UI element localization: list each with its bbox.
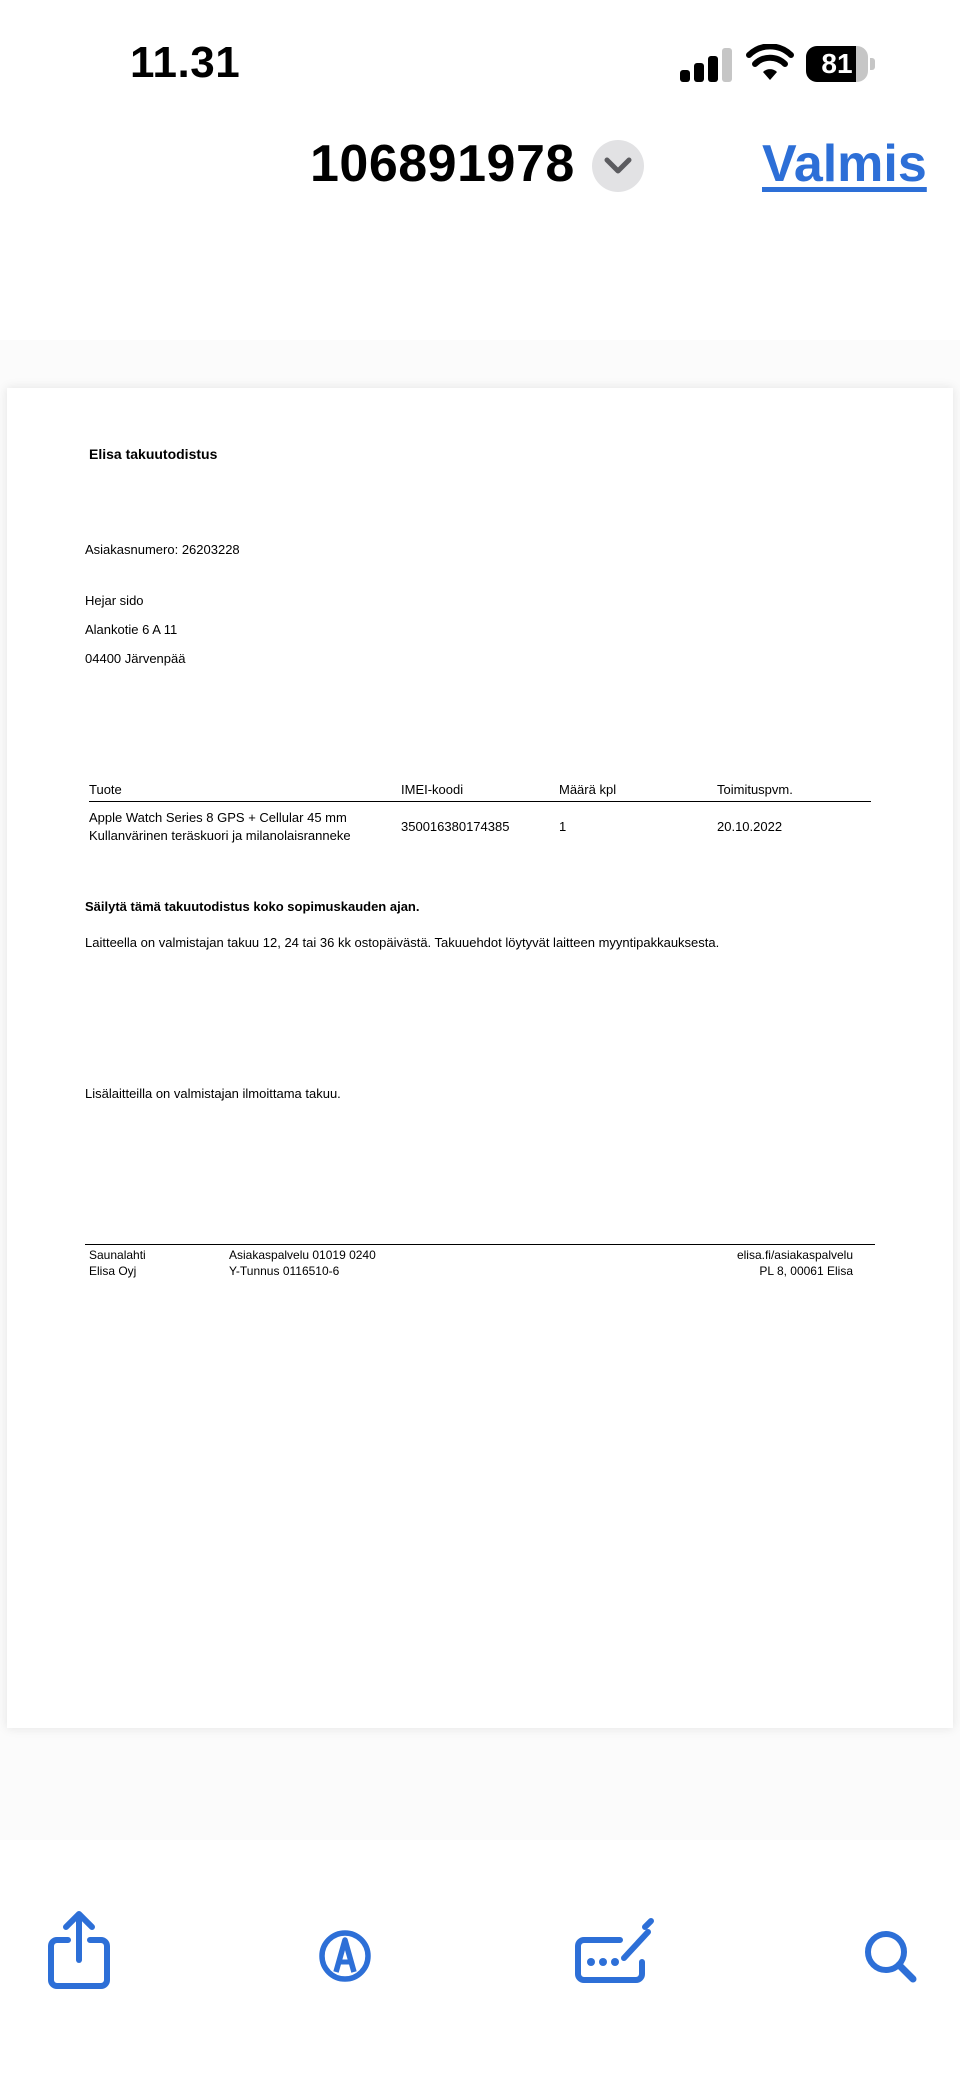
wifi-icon xyxy=(746,44,794,82)
doc-heading: Elisa takuutodistus xyxy=(89,446,218,462)
chevron-down-icon xyxy=(604,154,632,178)
product-name: Apple Watch Series 8 GPS + Cellular 45 mm xyxy=(89,810,347,825)
signature-icon xyxy=(574,1910,656,1990)
address-city: 04400 Järvenpää xyxy=(85,651,186,666)
title-menu-button[interactable] xyxy=(592,140,644,192)
search-button[interactable] xyxy=(858,1910,928,1990)
footer-website: elisa.fi/asiakaspalvelu xyxy=(736,1248,853,1262)
footer-company: Elisa Oyj xyxy=(89,1264,137,1278)
customer-number: Asiakasnumero: 26203228 xyxy=(85,542,240,557)
qty-value: 1 xyxy=(559,819,567,834)
footer-divider xyxy=(85,1244,875,1245)
document-page[interactable] xyxy=(7,388,953,1728)
status-bar xyxy=(0,0,960,120)
header-qty: Määrä kpl xyxy=(559,782,617,797)
signature-button[interactable] xyxy=(574,1910,656,1990)
footer-service-phone: Asiakaspalvelu 01019 0240 xyxy=(229,1248,376,1262)
header-imei: IMEI-koodi xyxy=(401,782,464,797)
keep-notice: Säilytä tämä takuutodistus koko sopimuskauden ajan. xyxy=(85,899,420,914)
address-name: Hejar sido xyxy=(85,593,144,608)
search-icon xyxy=(858,1910,928,1990)
warranty-text: Laitteella on valmistajan takuu 12, 24 tai 36 kk ostopäivästä. Takuuehdot löytyvät laitteen myyntipakkauksesta. xyxy=(85,935,720,950)
imei-value: 350016380174385 xyxy=(401,819,510,834)
table-header-divider xyxy=(89,801,871,802)
share-button[interactable] xyxy=(44,1910,114,1990)
delivery-value: 20.10.2022 xyxy=(717,819,783,834)
cellular-signal-icon xyxy=(680,48,732,82)
footer-brand: Saunalahti xyxy=(89,1248,146,1262)
document-title: 106891978 xyxy=(310,135,575,193)
address-street: Alankotie 6 A 11 xyxy=(85,622,178,637)
accessories-text: Lisälaitteilla on valmistajan ilmoittama takuu. xyxy=(85,1086,341,1101)
footer-business-id: Y-Tunnus 0116510-6 xyxy=(229,1264,340,1278)
markup-button[interactable] xyxy=(310,1910,380,1990)
header-product: Tuote xyxy=(89,782,122,797)
battery-icon xyxy=(806,46,876,82)
header-delivery: Toimituspvm. xyxy=(717,782,793,797)
done-button[interactable]: Valmis xyxy=(762,135,927,193)
battery-level: 81 xyxy=(821,48,853,79)
share-icon xyxy=(44,1910,114,1990)
clock: 11.31 xyxy=(130,38,241,87)
product-variant: Kullanvärinen teräskuori ja milanolaisranneke xyxy=(89,828,351,843)
footer-po-box: PL 8, 00061 Elisa xyxy=(759,1264,853,1278)
markup-icon xyxy=(310,1910,380,1990)
